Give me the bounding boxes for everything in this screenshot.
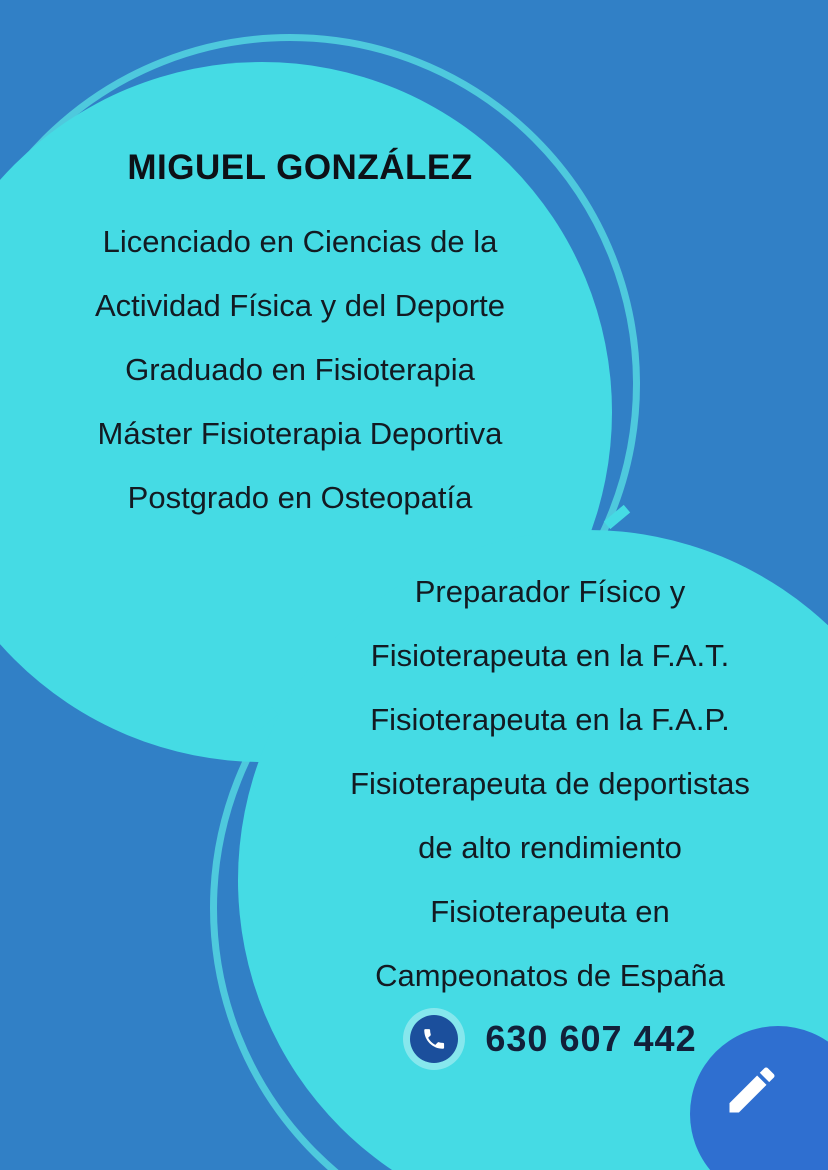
profile-name: MIGUEL GONZÁLEZ [127, 148, 473, 187]
experience-line: de alto rendimiento [418, 830, 682, 865]
phone-number[interactable]: 630 607 442 [485, 1018, 697, 1059]
experience-line: Fisioterapeuta en la F.A.T. [370, 638, 730, 673]
qualification-line: Postgrado en Osteopatía [127, 480, 473, 515]
qualifications-block [0, 148, 600, 530]
experience-line: Campeonatos de España [375, 958, 725, 993]
experience-line: Fisioterapeuta en la F.A.P. [370, 702, 730, 737]
qualification-line: Máster Fisioterapia Deportiva [97, 416, 503, 451]
qualification-line: Graduado en Fisioterapia [125, 352, 475, 387]
experience-line: Fisioterapeuta en [430, 894, 670, 929]
experience-line: Preparador Físico y [414, 574, 686, 609]
experience-line: Fisioterapeuta de deportistas [350, 766, 750, 801]
qualification-line: Actividad Física y del Deporte [94, 288, 506, 323]
experience-block [250, 560, 828, 1008]
phone-icon[interactable] [403, 1008, 465, 1070]
qualification-line: Licenciado en Ciencias de la [102, 224, 498, 259]
